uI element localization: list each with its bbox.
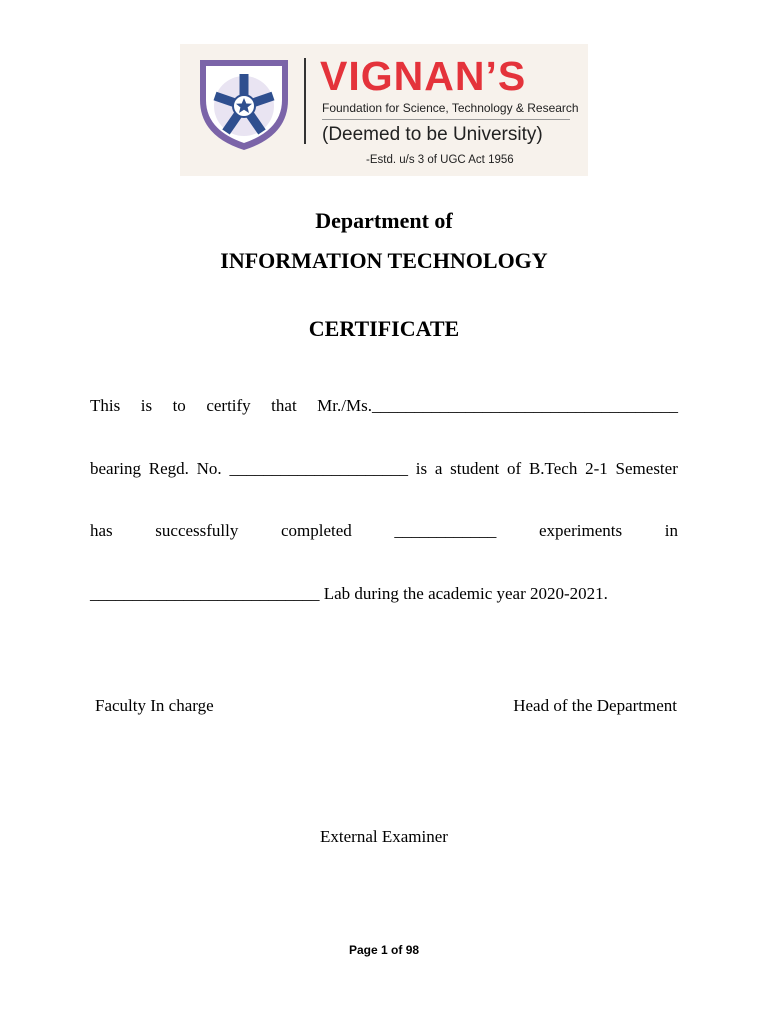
department-label: Department of [315,208,453,233]
word: B.Tech [528,459,578,478]
logo-rule [322,119,570,120]
certify-line-2 [90,459,678,479]
faculty-signature-label: Faculty In charge [95,696,214,715]
certify-line-1 [90,396,678,416]
certify-line-3 [90,521,678,541]
word: a [434,459,443,478]
word: that [271,396,297,415]
page-number [0,943,768,957]
hod-signature-label: Head of the Department [513,696,677,715]
logo-divider [304,58,306,144]
word: Semester [615,459,678,478]
logo-brand-name: VIGNAN’S [320,53,527,99]
word: experiments [539,521,623,540]
of-label: of [391,943,403,957]
word: is [415,459,428,478]
word: certify [206,396,251,415]
word: Regd. [148,459,189,478]
current-page: 1 [380,943,388,957]
department-name: INFORMATION TECHNOLOGY [220,248,548,273]
regd-number-blank: _____________________ [229,459,408,478]
logo-deemed-text: (Deemed to be University) [322,124,543,145]
logo-established-text: -Estd. u/s 3 of UGC Act 1956 [366,154,514,166]
word: has [90,521,113,540]
logo-tagline: Foundation for Science, Technology & Research [322,101,579,115]
certificate-title: CERTIFICATE [308,316,460,341]
total-pages: 98 [405,943,420,957]
certify-line-4: ___________________________ Lab during the academic year 2020-2021. [90,584,608,603]
word: This [90,396,121,415]
university-logo [180,44,588,176]
word: No. [196,459,222,478]
experiments-count-blank: ____________ [394,521,497,540]
word: 2-1 [585,459,608,478]
external-examiner-label: External Examiner [320,827,448,846]
word: is [140,396,153,415]
word: student [450,459,500,478]
university-emblem-icon [196,56,292,152]
word: successfully [155,521,239,540]
word: bearing [90,459,141,478]
word: in [664,521,678,540]
word: of [507,459,522,478]
student-name-blank: Mr./Ms.____________________________________ [317,396,678,415]
word: to [172,396,186,415]
word: completed [280,521,352,540]
page-label: Page [348,943,378,957]
